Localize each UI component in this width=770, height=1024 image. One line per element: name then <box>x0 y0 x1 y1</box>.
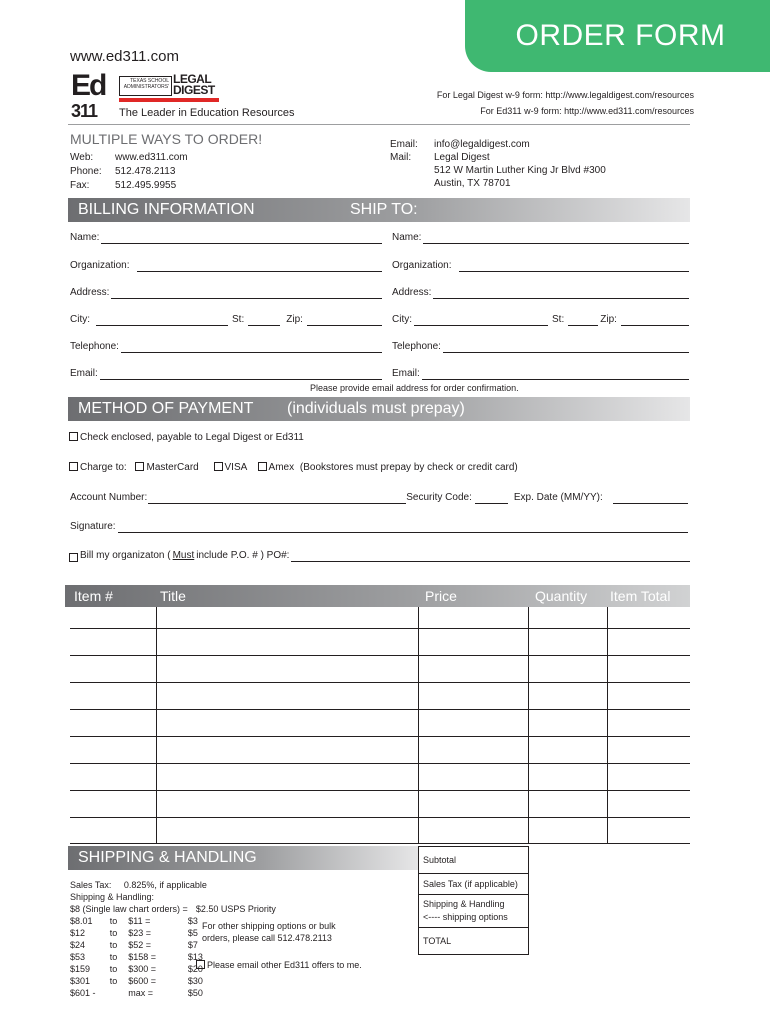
bill-telephone-field[interactable] <box>70 341 382 353</box>
account-number-input[interactable] <box>148 495 406 504</box>
rate-price: $7 <box>187 940 198 950</box>
ship-name-field[interactable] <box>392 232 689 244</box>
col-item-total: Item Total <box>610 588 671 604</box>
bookstores-note: (Bookstores must prepay by check or credit card) <box>299 462 518 473</box>
email-offers-option[interactable] <box>196 959 362 971</box>
fax-label: Fax: <box>70 180 90 191</box>
check-enclosed-checkbox[interactable] <box>69 432 78 441</box>
visa-label: VISA <box>224 462 247 473</box>
rate-from: $601 - <box>70 988 96 998</box>
payment-title: METHOD OF PAYMENT <box>78 400 254 417</box>
header-rule <box>68 124 690 125</box>
bill-city-label: City: <box>70 314 90 325</box>
sales-tax-info: Sales Tax: 0.825%, if applicable <box>70 880 207 890</box>
sh-total-label: Shipping & Handling <box>423 899 505 909</box>
bill-city-field[interactable] <box>70 314 382 326</box>
rate-to: to <box>109 952 118 962</box>
rate-row <box>70 903 276 915</box>
ways-title: MULTIPLE WAYS TO ORDER! <box>70 131 263 147</box>
rate-upto: $300 = <box>128 964 157 974</box>
w9-ed311: For Ed311 w-9 form: http://www.ed311.com/resources <box>480 106 694 116</box>
rate-price: $2.50 USPS Priority <box>195 904 276 914</box>
subtotal-label: Subtotal <box>423 855 457 865</box>
logo-digest-text: DIGEST <box>173 83 215 97</box>
rate-to: to <box>109 976 118 986</box>
rate-price: $20 <box>187 964 203 974</box>
tagline: The Leader in Education Resources <box>119 107 295 119</box>
mastercard-checkbox[interactable] <box>135 462 144 471</box>
total-label: TOTAL <box>423 936 452 946</box>
ship-email-field[interactable] <box>392 368 689 380</box>
rate-from: $12 <box>70 928 86 938</box>
rate-from: $24 <box>70 940 86 950</box>
visa-checkbox[interactable] <box>214 462 223 471</box>
rate-row <box>70 975 276 987</box>
security-code-label: Security Code: <box>406 492 472 503</box>
ship-zip-label: Zip: <box>600 314 617 325</box>
email-confirmation-note: Please provide email address for order confirmation. <box>310 383 519 393</box>
bill-organization-label: Organization: <box>70 260 130 271</box>
order-form-title: ORDER FORM <box>465 0 770 72</box>
sh-total-note: <---- shipping options <box>423 912 508 922</box>
mail-label: Mail: <box>390 152 412 163</box>
rate-from: $8.01 <box>70 916 93 926</box>
w9-legal-digest: For Legal Digest w-9 form: http://www.legaldigest.com/resources <box>436 90 694 100</box>
email-offers-checkbox[interactable] <box>196 960 205 969</box>
col-item-number: Item # <box>74 588 113 604</box>
rate-upto: $600 = <box>128 976 157 986</box>
mail-line1: Legal Digest <box>434 152 490 163</box>
logo-legal-digest <box>173 74 215 96</box>
charge-to-row <box>69 462 518 474</box>
rate-upto: $23 = <box>128 928 152 938</box>
bill-address-label: Address: <box>70 287 110 298</box>
charge-to-label: Charge to: <box>80 462 127 473</box>
contact-left <box>70 152 188 192</box>
bill-org-label-1: Bill my organizaton ( <box>80 550 171 561</box>
other-shipping-options: For other shipping options or bulk orders, please call 512.478.2113 <box>202 921 336 943</box>
security-code-input[interactable] <box>475 495 508 504</box>
rate-to: to <box>109 940 118 950</box>
ship-city-field[interactable] <box>392 314 689 326</box>
bill-org-checkbox[interactable] <box>69 553 78 562</box>
logo-ed-text: Ed <box>71 69 106 102</box>
signature-label: Signature: <box>70 521 116 532</box>
sh-label: Shipping & Handling: <box>70 892 155 902</box>
exp-date-label: Exp. Date (MM/YY): <box>513 492 603 503</box>
rate-from: $159 <box>70 964 91 974</box>
rate-upto: $158 = <box>128 952 157 962</box>
phone-value: 512.478.2113 <box>115 166 176 177</box>
rate-row <box>70 987 276 999</box>
shipping-section-bar <box>68 846 418 870</box>
logo-legal-text: LEGAL <box>173 72 212 86</box>
billing-title: BILLING INFORMATION <box>78 201 255 218</box>
mastercard-label: MasterCard <box>146 462 199 473</box>
mail-line2: 512 W Martin Luther King Jr Blvd #300 <box>434 165 606 176</box>
rate-upto: max = <box>128 988 153 998</box>
website-url: www.ed311.com <box>70 48 179 65</box>
shipping-rate-table <box>70 903 276 999</box>
rate-to: to <box>109 964 118 974</box>
bill-org-must: Must <box>172 550 195 561</box>
rate-to: to <box>109 928 118 938</box>
shipping-title: SHIPPING & HANDLING <box>78 849 257 866</box>
bill-email-field[interactable] <box>70 368 382 380</box>
bill-address-field[interactable] <box>70 287 382 299</box>
bill-email-label: Email: <box>70 368 98 379</box>
payment-subtitle: (individuals must prepay) <box>287 400 465 417</box>
bill-telephone-label: Telephone: <box>70 341 119 352</box>
ship-telephone-field[interactable] <box>392 341 689 353</box>
col-quantity: Quantity <box>535 588 588 604</box>
ship-organization-field[interactable] <box>392 260 689 272</box>
mail-line3: Austin, TX 78701 <box>434 178 511 189</box>
amex-label: Amex <box>268 462 295 473</box>
email-offers-label: Please email other Ed311 offers to me. <box>207 960 362 970</box>
logo-311-text: 311 <box>71 101 98 121</box>
rate-price: $5 <box>187 928 198 938</box>
ship-city-label: City: <box>392 314 412 325</box>
col-price: Price <box>425 588 457 604</box>
sales-tax-label: Sales Tax (if applicable) <box>423 879 518 889</box>
payment-section-bar <box>68 397 690 421</box>
ship-organization-label: Organization: <box>392 260 452 271</box>
bill-organization-field[interactable] <box>70 260 382 272</box>
rate-from: $53 <box>70 952 86 962</box>
ship-st-label: St: <box>552 314 565 325</box>
rate-to: to <box>109 916 118 926</box>
col-title: Title <box>160 588 186 604</box>
rate-price: $3 <box>187 916 198 926</box>
logo-tsa-text: TEXAS SCHOOL ADMINISTRATORS' <box>119 76 172 96</box>
rate-price: $50 <box>187 988 203 998</box>
ship-address-field[interactable] <box>392 287 689 299</box>
exp-date-input[interactable] <box>613 495 688 504</box>
web-label: Web: <box>70 152 94 163</box>
fax-value: 512.495.9955 <box>115 180 177 191</box>
bill-name-field[interactable] <box>70 232 382 244</box>
phone-label: Phone: <box>70 166 102 177</box>
po-number-input[interactable] <box>291 553 690 562</box>
billing-section-bar <box>68 198 690 222</box>
rate-upto: $52 = <box>128 940 152 950</box>
bill-name-label: Name: <box>70 232 100 243</box>
bill-st-label: St: <box>232 314 245 325</box>
bill-zip-label: Zip: <box>286 314 303 325</box>
account-number-row <box>70 492 688 504</box>
rate-from: $301 <box>70 976 91 986</box>
email-label: Email: <box>390 139 418 150</box>
rate-price: $30 <box>187 976 203 986</box>
charge-to-checkbox[interactable] <box>69 462 78 471</box>
bill-org-label-2: include P.O. # ) PO#: <box>196 550 290 561</box>
amex-checkbox[interactable] <box>258 462 267 471</box>
ship-email-label: Email: <box>392 368 420 379</box>
rate-price: $13 <box>187 952 203 962</box>
contact-right <box>390 139 606 190</box>
rate-upto: $11 = <box>128 916 151 926</box>
bill-organization-po-row[interactable] <box>69 550 690 562</box>
account-number-label: Account Number: <box>70 492 148 503</box>
ship-address-label: Address: <box>392 287 432 298</box>
signature-field[interactable] <box>70 521 688 533</box>
email-value: info@legaldigest.com <box>434 139 530 150</box>
check-enclosed-option[interactable] <box>69 432 304 444</box>
items-header-bar <box>65 585 690 607</box>
ship-to-title: SHIP TO: <box>350 201 418 218</box>
logo-red-bar <box>119 98 219 102</box>
ship-telephone-label: Telephone: <box>392 341 441 352</box>
check-enclosed-label: Check enclosed, payable to Legal Digest or Ed311 <box>80 432 304 443</box>
rate-range: $8 (Single law chart orders) = <box>70 904 188 914</box>
web-value: www.ed311.com <box>115 152 188 163</box>
ship-name-label: Name: <box>392 232 422 243</box>
